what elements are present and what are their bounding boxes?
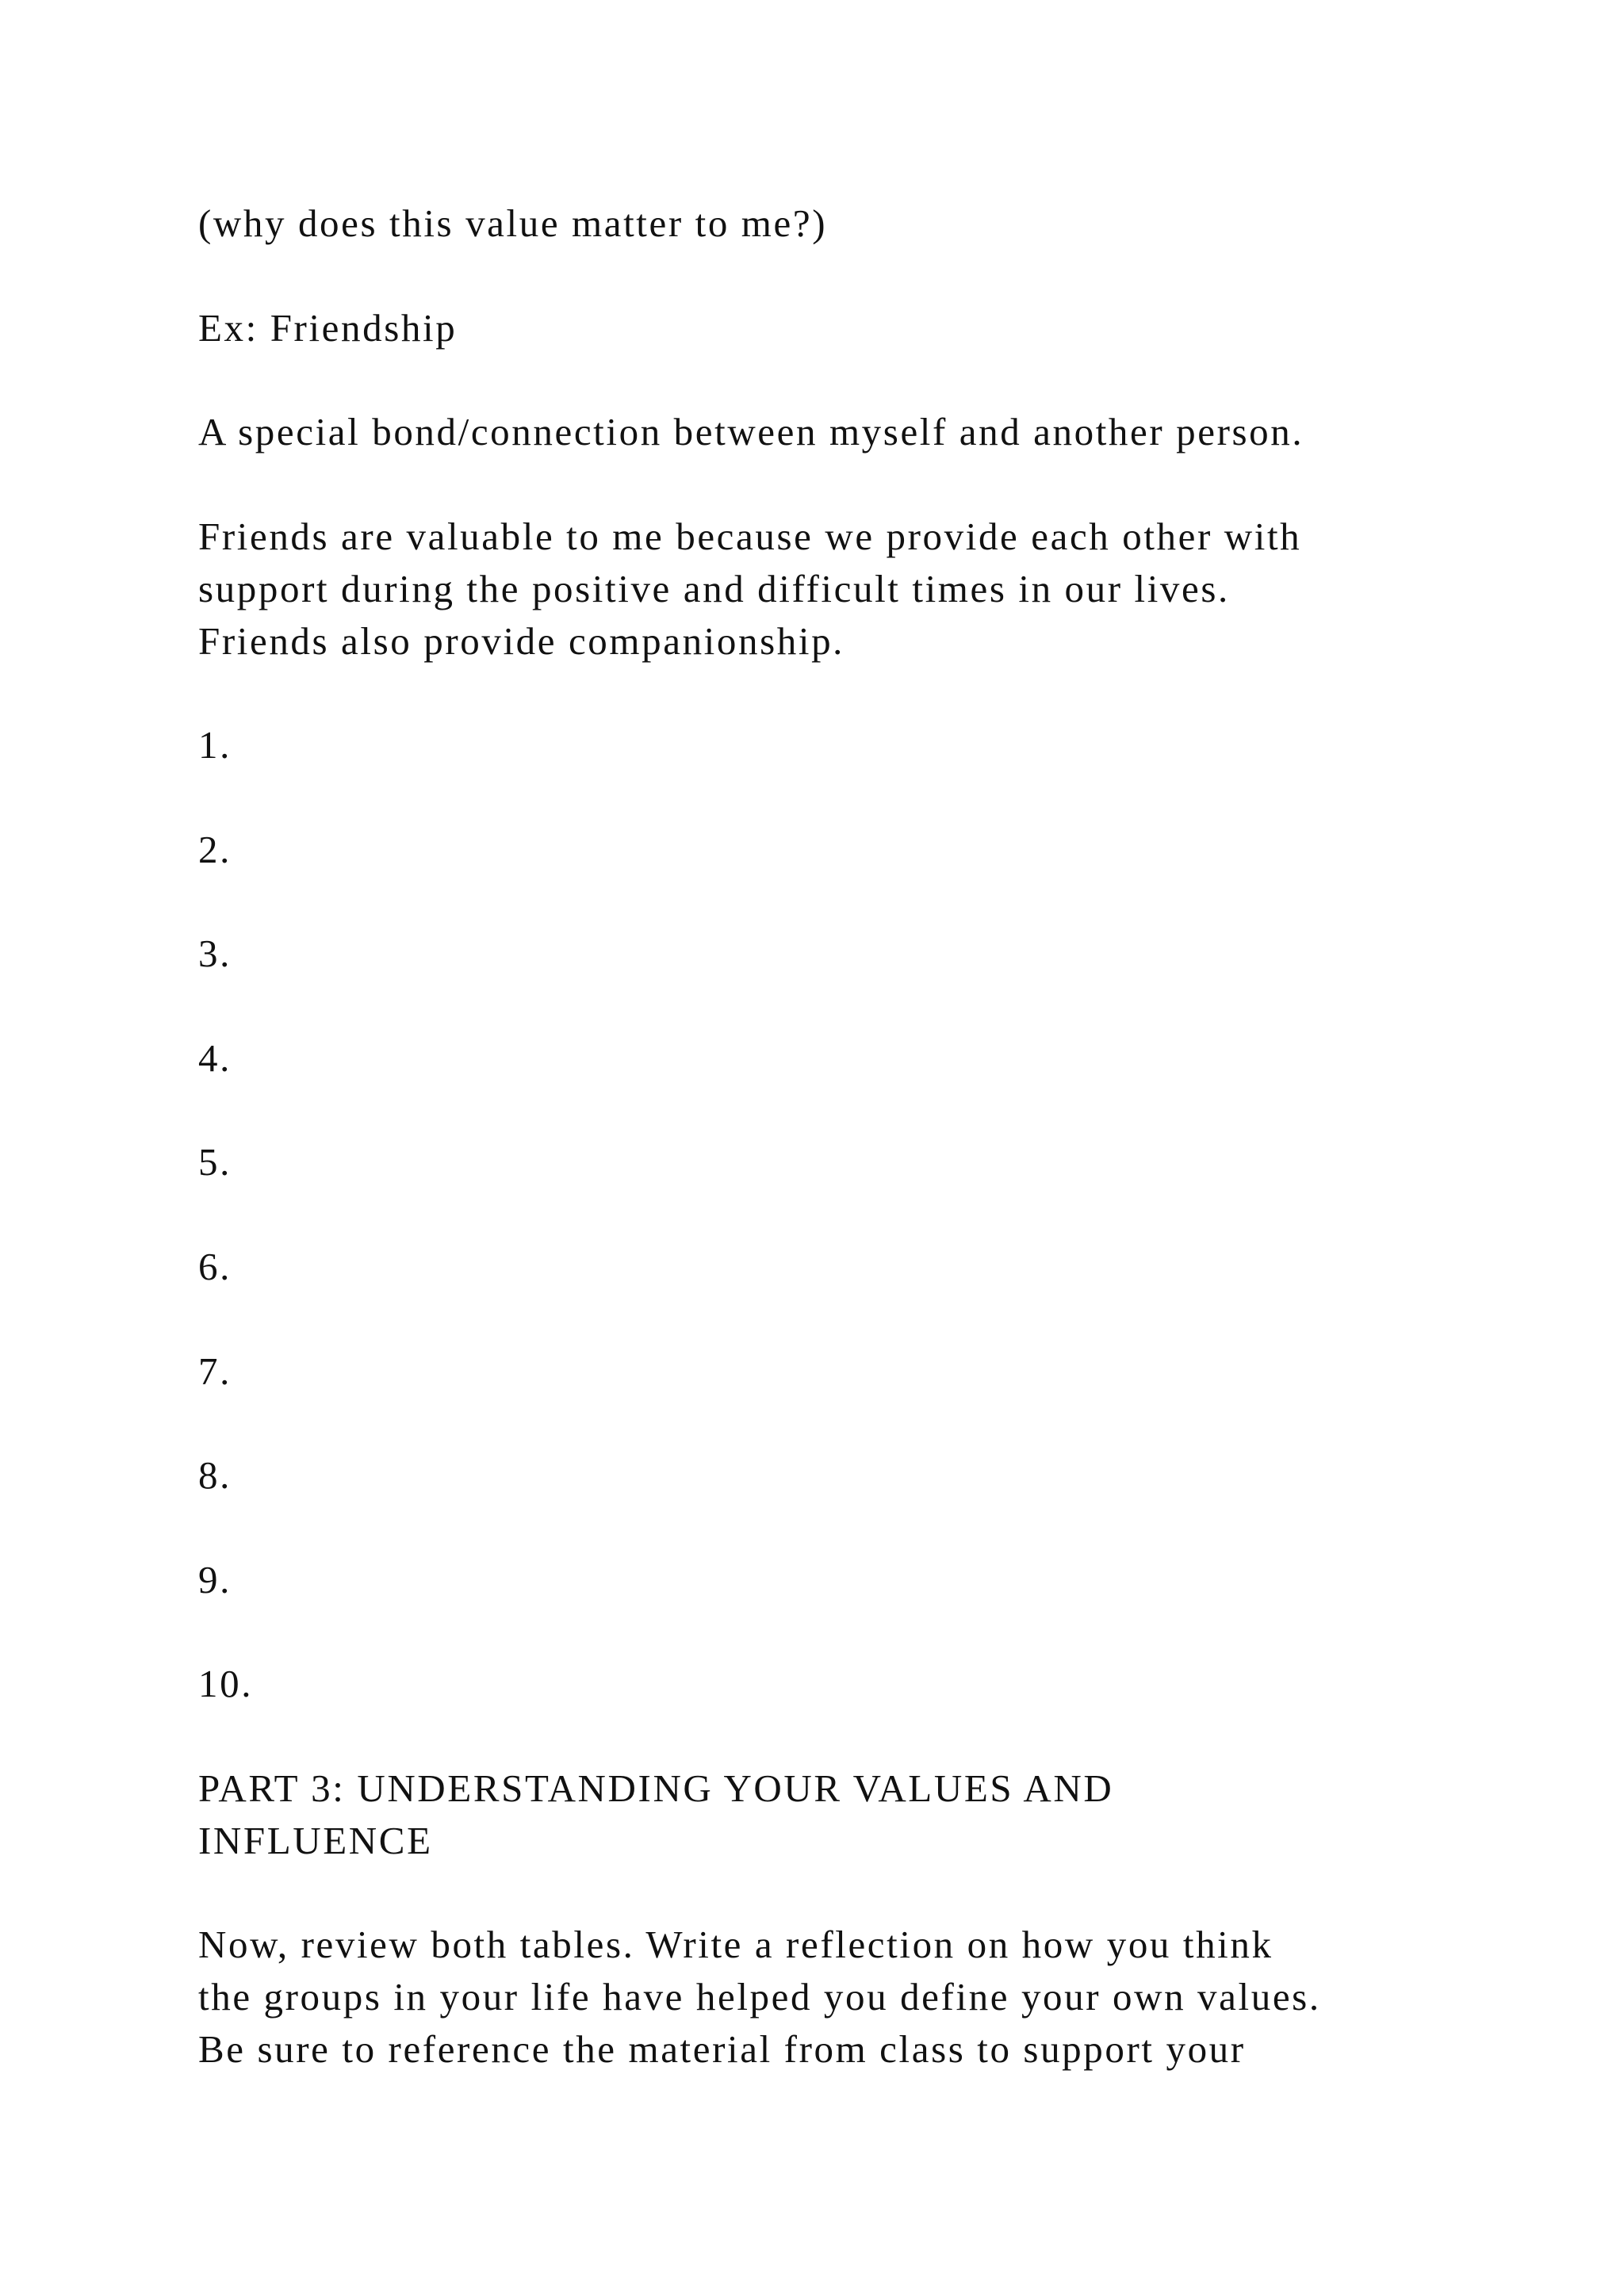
list-item-number: 10. [198,1662,254,1705]
list-item-number: 9. [198,1558,232,1601]
list-item-number: 1. [198,723,232,767]
list-item-number: 4. [198,1036,232,1080]
example-title: Ex: Friendship [198,306,458,350]
list-item-number: 7. [198,1349,232,1393]
example-explanation-line: support during the positive and difficult times in our lives. [198,567,1230,610]
part3-heading-line: INFLUENCE [198,1819,433,1862]
part3-heading-line: PART 3: UNDERSTANDING YOUR VALUES AND [198,1766,1114,1810]
list-item-number: 5. [198,1140,232,1184]
example-definition: A special bond/connection between myself and another person. [198,410,1304,453]
example-explanation-line: Friends also provide companionship. [198,619,845,663]
part3-instructions-line: Be sure to reference the material from class to support your [198,2027,1246,2071]
example-explanation-line: Friends are valuable to me because we provide each other with [198,515,1302,558]
value-question: (why does this value matter to me?) [198,201,828,245]
part3-instructions-line: Now, review both tables. Write a reflection on how you think [198,1923,1274,1966]
list-item-number: 8. [198,1453,232,1497]
list-item-number: 3. [198,932,232,975]
part3-instructions-line: the groups in your life have helped you define your own values. [198,1975,1321,2019]
list-item-number: 2. [198,828,232,871]
list-item-number: 6. [198,1245,232,1288]
